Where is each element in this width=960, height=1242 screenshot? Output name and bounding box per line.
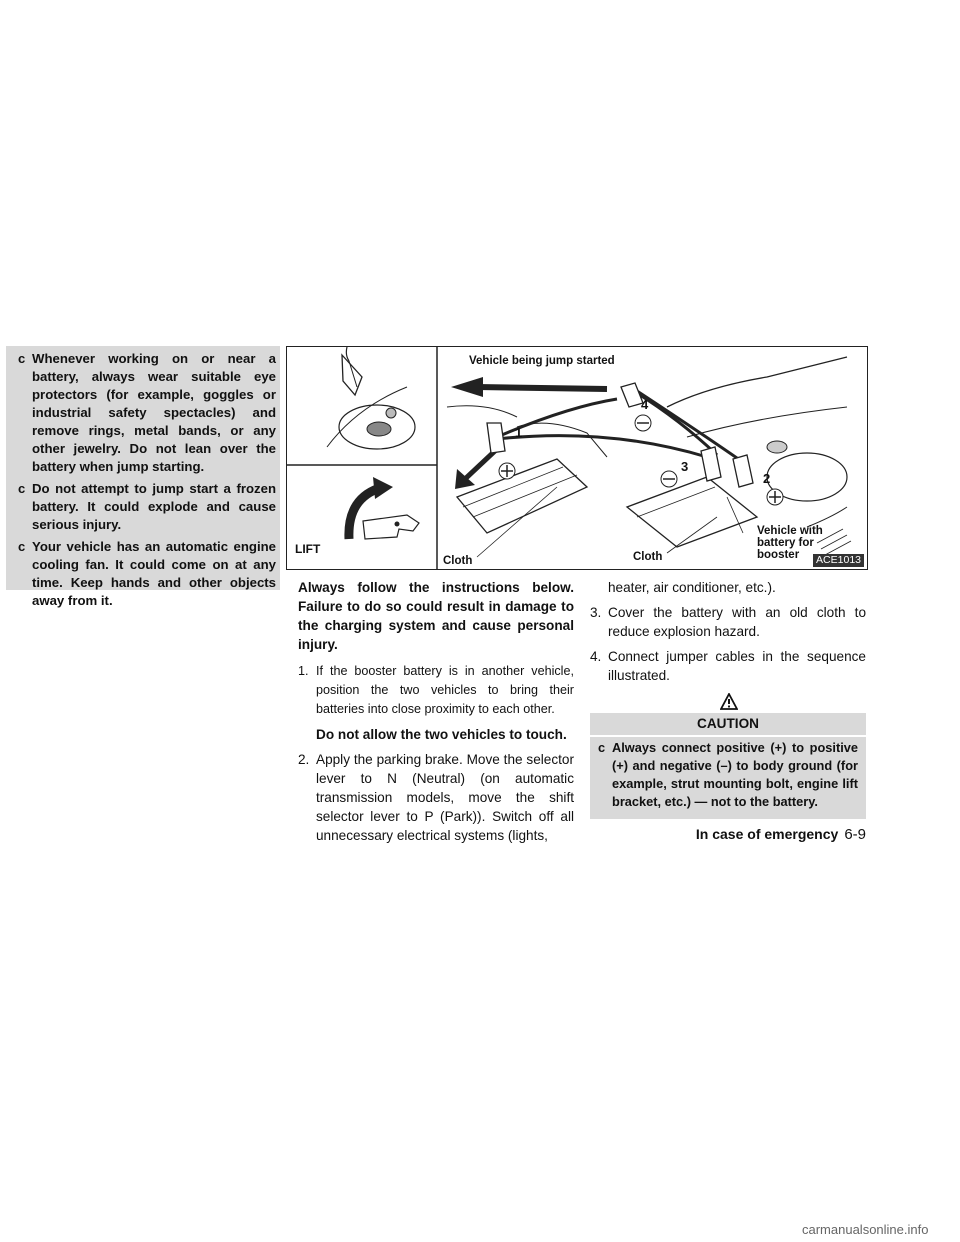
caution-header (590, 691, 866, 737)
warning-triangle-icon (720, 693, 738, 711)
label-vehicle-with-booster: Vehicle with battery for booster (757, 525, 823, 561)
step-marker-4: 4 (641, 397, 649, 412)
warning-item-frozen-battery: c Do not attempt to jump start a frozen battery. It could explode and cause serious injury. (18, 481, 276, 532)
page-footer (696, 826, 866, 843)
instructions-column-right (590, 578, 866, 819)
step-marker-1: 1 (515, 425, 523, 440)
page-number: 6-9 (844, 826, 866, 843)
watermark: carmanualsonline.info (802, 1222, 929, 1237)
bullet-icon: c (18, 351, 26, 366)
label-cloth-left: Cloth (443, 555, 473, 567)
label-vehicle-being-jump-started: Vehicle being jump started (469, 355, 615, 367)
warning-list (18, 350, 276, 614)
bullet-icon: c (18, 481, 26, 496)
caution-box (590, 737, 866, 819)
instructions-intro: Always follow the instructions below. Failure to do so could result in damage to the charging system and cause personal injury. (298, 580, 574, 652)
label-lift: LIFT (295, 542, 321, 556)
label-cloth-right: Cloth (633, 551, 663, 563)
step-2: 2. Apply the parking brake. Move the selector lever to N (Neutral) (on automatic transmission models, move the shift selector lever to P (Park)). Switch off all unnecessary electrical systems (lights, (298, 752, 574, 843)
step-3: 3. Cover the battery with an old cloth to reduce explosion hazard. (590, 605, 866, 639)
step-4: 4. Connect jumper cables in the sequence illustrated. (590, 649, 866, 683)
step-1: 1. If the booster battery is in another vehicle, position the two vehicles to bring their batteries into close proximity to each other. (298, 664, 574, 716)
step-marker-2: 2 (763, 471, 771, 486)
bullet-icon: c (18, 539, 26, 554)
figure-code: ACE1013 (813, 554, 864, 567)
instructions-column-middle (298, 578, 574, 851)
footer-section-title: In case of emergency (695, 826, 839, 842)
caution-title: CAUTION (697, 716, 759, 731)
warning-item-cooling-fan: c Your vehicle has an automatic engine cooling fan. It could come on at any time. Keep hands and other objects away from it. (18, 539, 276, 608)
step-1-note: Do not allow the two vehicles to touch. (316, 727, 567, 742)
step-marker-3: 3 (681, 459, 689, 474)
step-2-continued: heater, air conditioner, etc.). (608, 580, 776, 595)
caution-item-connect-order: c Always connect positive (+) to positive (+) and negative (–) to body ground (for example, strut mounting bolt, engine lift bracket, etc.) — not to the battery. (598, 740, 858, 809)
warning-item-eye-protection: c Whenever working on or near a battery, always wear suitable eye protectors (for example, goggles or industrial safety spectacles) and remove rings, metal bands, or any other jewelry. Do not lean over the battery when jump starting. (18, 351, 276, 474)
jump-start-illustration (286, 346, 868, 570)
bullet-icon: c (598, 740, 606, 755)
